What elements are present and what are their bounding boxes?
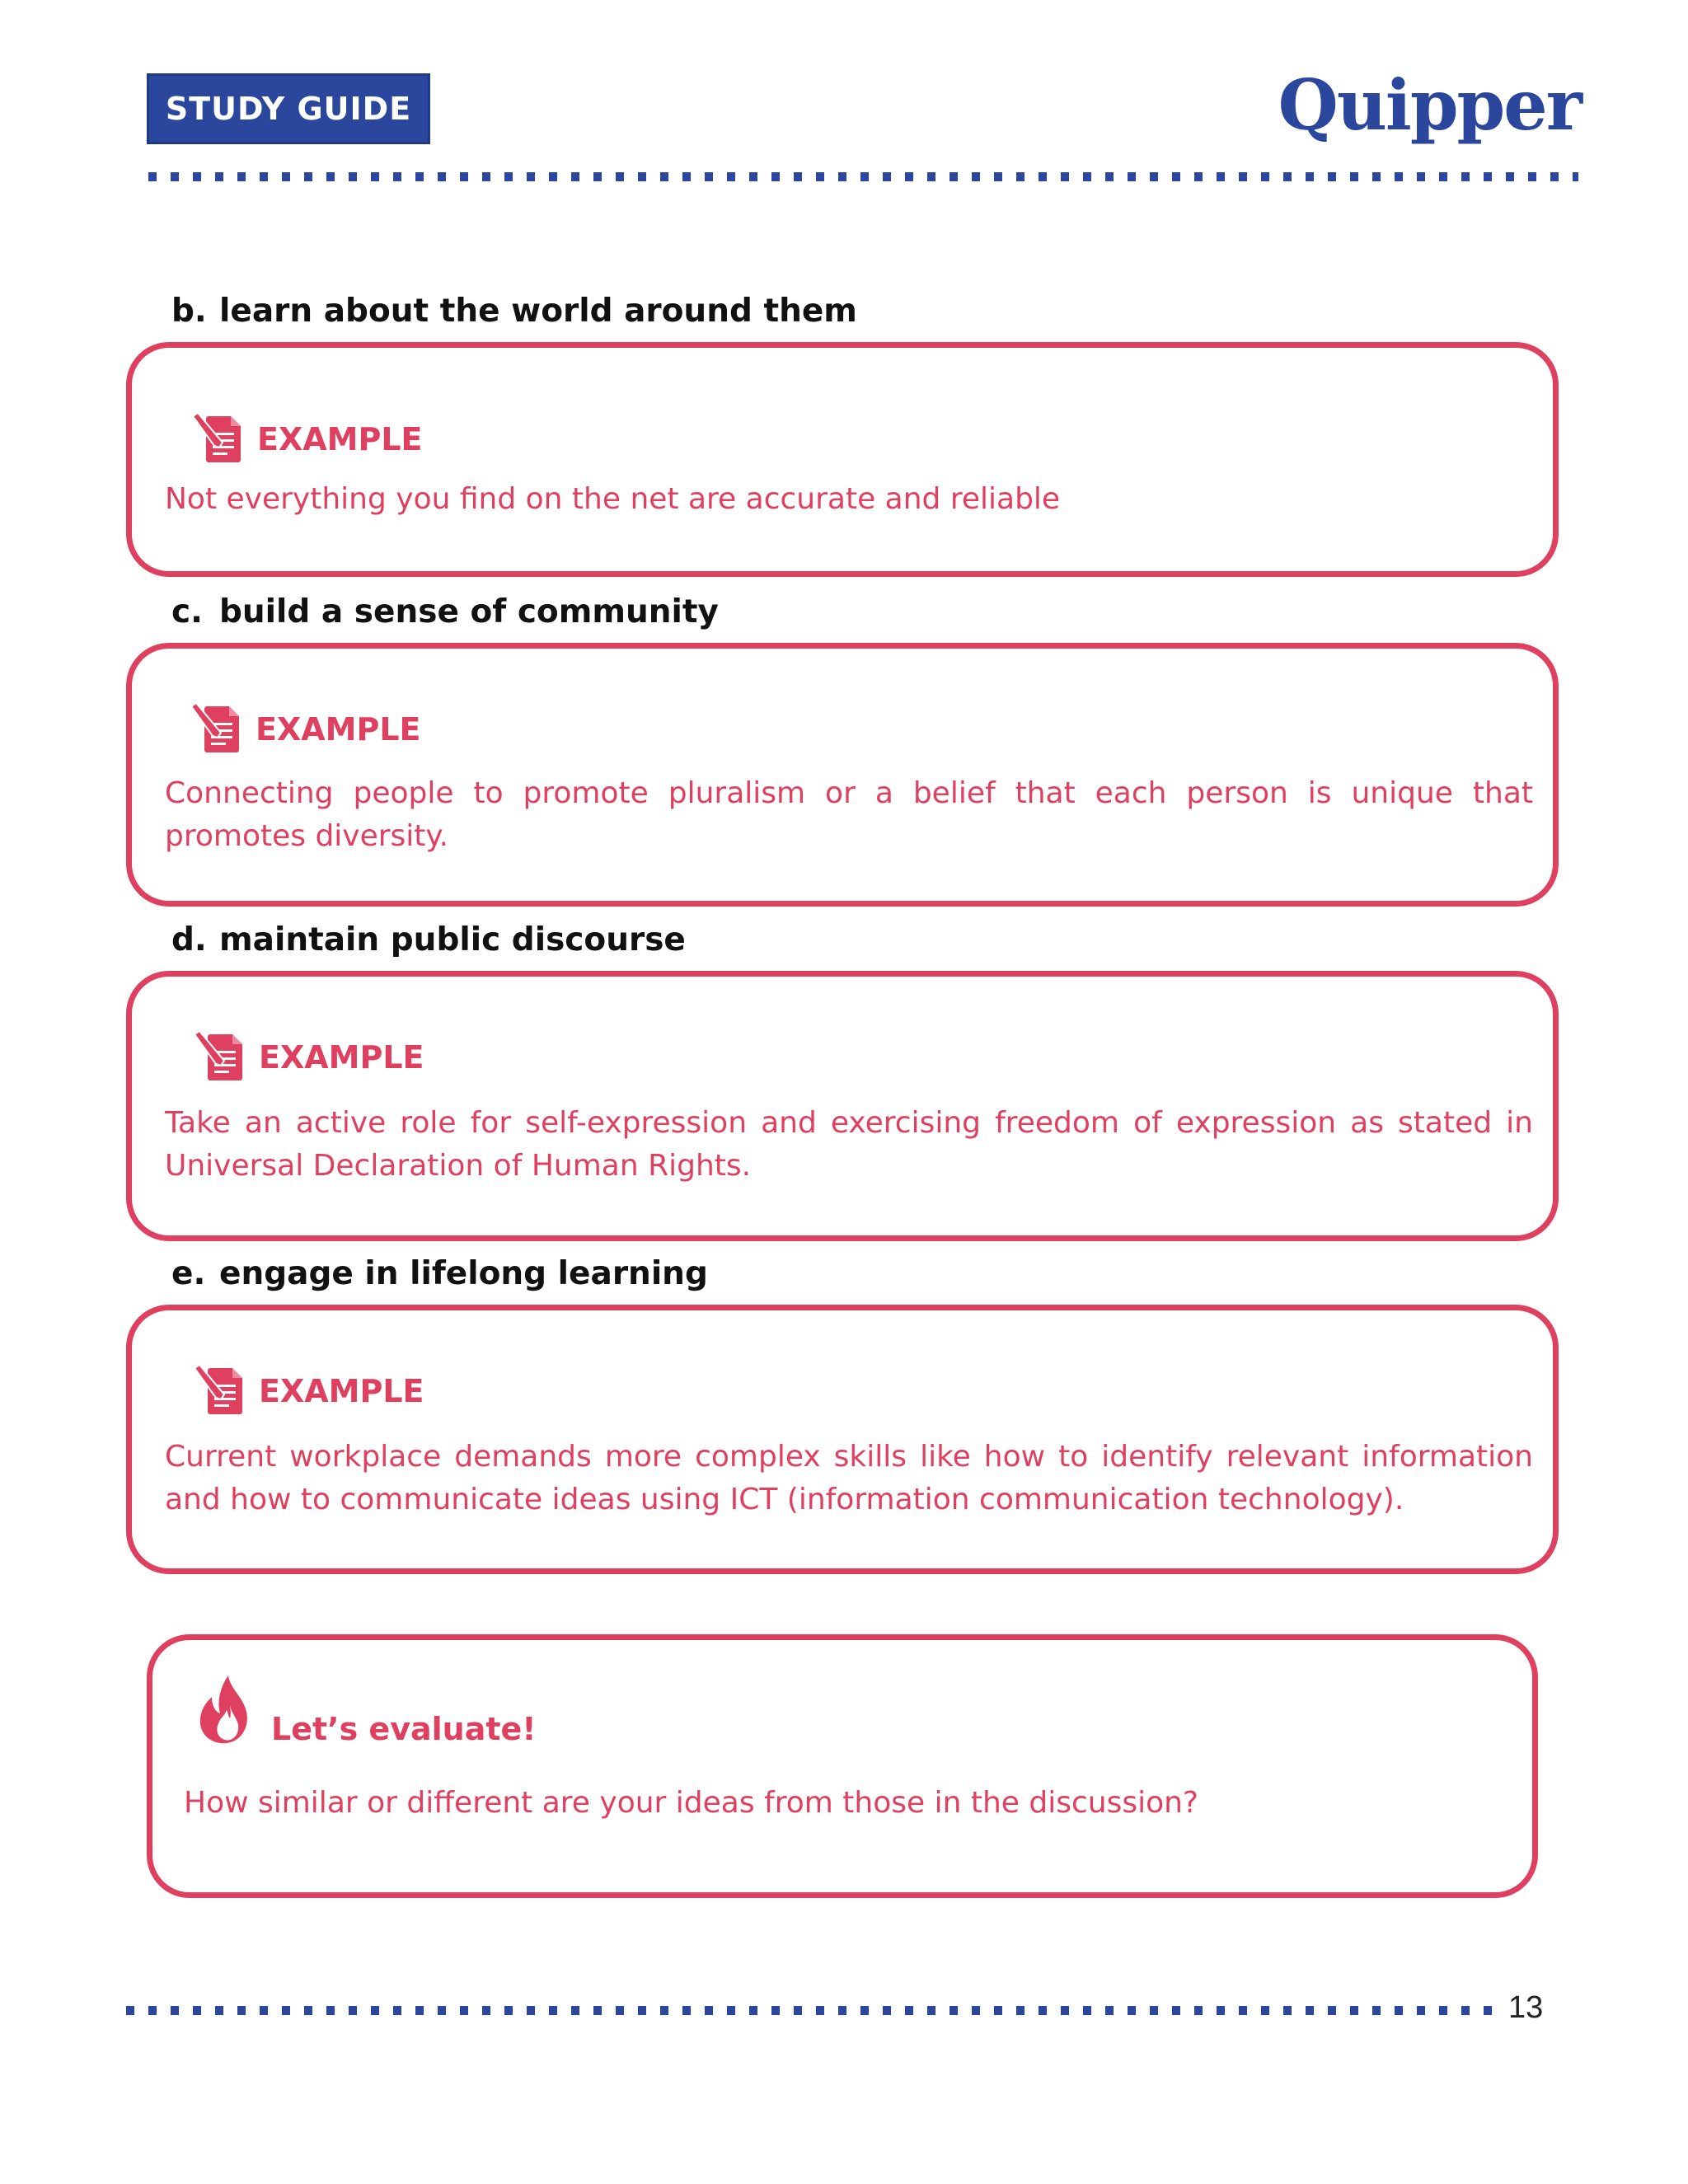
example-box-d	[126, 971, 1559, 1241]
section-letter: b.	[171, 293, 207, 330]
example-label: EXAMPLE	[259, 1373, 424, 1409]
section-title: build a sense of community	[219, 593, 719, 630]
document-pencil-icon	[191, 1361, 251, 1421]
fire-icon	[192, 1672, 261, 1746]
section-heading-e	[171, 1255, 708, 1292]
example-text: Connecting people to promote pluralism or a belief that each person is unique that promotes diversity.	[165, 776, 1533, 853]
example-text: Current workplace demands more complex skills like how to identify relevant information and how to communicate ideas using ICT (information communication technology).	[165, 1440, 1533, 1516]
study-guide-badge: STUDY GUIDE	[147, 73, 430, 144]
example-header	[191, 1361, 424, 1421]
evaluate-text: How similar or different are your ideas from those in the discussion?	[184, 1786, 1199, 1820]
section-letter: c.	[171, 593, 203, 630]
example-text: Not everything you find on the net are accurate and reliable	[165, 482, 1061, 516]
evaluate-label: Let’s evaluate!	[271, 1711, 537, 1747]
example-label: EXAMPLE	[257, 421, 423, 457]
example-label: EXAMPLE	[259, 1039, 424, 1076]
document-pencil-icon	[191, 1028, 251, 1087]
document-pencil-icon	[188, 700, 247, 759]
example-text: Take an active role for self-expression and exercising freedom of expression as stated in Universal Declaration of Human Rights.	[165, 1106, 1533, 1183]
page-number: 13	[1508, 1990, 1544, 2025]
section-title: engage in lifelong learning	[219, 1255, 708, 1292]
bottom-dotted-divider	[126, 2006, 1494, 2015]
top-dotted-divider	[148, 172, 1578, 181]
section-title: maintain public discourse	[219, 921, 686, 958]
evaluate-header	[192, 1671, 537, 1747]
example-header	[188, 700, 421, 759]
quipper-logo: Quipper	[1278, 64, 1581, 146]
section-letter: e.	[171, 1255, 206, 1292]
document-pencil-icon	[190, 410, 249, 469]
example-box-b	[126, 342, 1559, 577]
example-box-c	[126, 643, 1559, 907]
section-heading-d	[171, 921, 686, 958]
example-box-e	[126, 1305, 1559, 1574]
section-title: learn about the world around them	[219, 293, 857, 330]
section-heading-c	[171, 593, 719, 630]
example-label: EXAMPLE	[256, 711, 421, 748]
section-heading-b	[171, 293, 857, 330]
example-header	[190, 410, 423, 469]
section-letter: d.	[171, 921, 207, 958]
evaluate-box	[147, 1634, 1538, 1898]
example-header	[191, 1028, 424, 1087]
